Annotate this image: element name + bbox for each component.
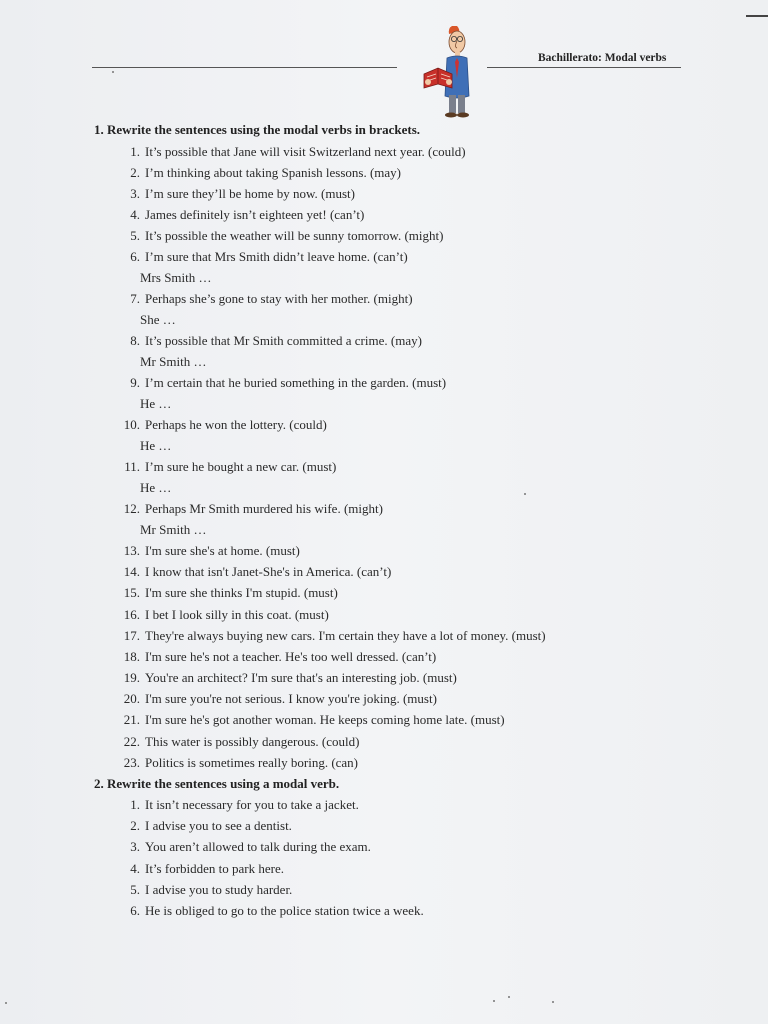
item-number: 8. [130,333,140,348]
item-text: It’s possible that Mr Smith committed a crime. (may) [145,333,422,348]
list-item [112,291,413,307]
item-number: 2. [130,818,140,833]
section-1-heading: 1. Rewrite the sentences using the modal verbs in brackets. [94,122,421,137]
scan-speck [5,1002,7,1004]
item-number: 15. [123,585,140,600]
item-continuation: He … [140,480,172,495]
list-item [112,417,327,433]
item-text: It’s possible the weather will be sunny tomorrow. (might) [145,228,444,243]
item-number: 14. [123,564,140,579]
item-number: 1. [130,144,140,159]
header-line [487,67,681,68]
item-text: This water is possibly dangerous. (could) [145,734,360,749]
item-number: 10. [123,417,140,432]
list-item [112,712,505,728]
item-text: I'm sure she thinks I'm stupid. (must) [145,585,338,600]
item-text: It’s forbidden to park here. [145,861,284,876]
item-number: 13. [123,543,140,558]
item-text: They're always buying new cars. I'm certain they have a lot of money. (must) [145,628,546,643]
item-number: 1. [130,797,140,812]
scan-edge-mark [746,15,768,17]
item-number: 3. [130,186,140,201]
list-item [112,861,284,877]
list-item [112,144,466,160]
item-text: I bet I look silly in this coat. (must) [145,607,329,622]
item-number: 6. [130,249,140,264]
list-item [112,501,383,517]
item-text: You're an architect? I'm sure that's an interesting job. (must) [145,670,457,685]
item-text: I know that isn't Janet-She's in America. (can’t) [145,564,392,579]
teacher-reading-book-icon [416,22,482,122]
item-number: 19. [123,670,140,685]
item-number: 12. [123,501,140,516]
list-item [112,903,424,919]
item-number: 9. [130,375,140,390]
list-item [112,797,359,813]
item-continuation: She … [140,312,176,327]
item-number: 4. [130,861,140,876]
item-number: 5. [130,882,140,897]
list-item [112,249,408,265]
item-text: I’m certain that he buried something in the garden. (must) [145,375,447,390]
list-item [112,228,443,244]
item-text: It isn’t necessary for you to take a jacket. [145,797,359,812]
item-number: 7. [130,291,140,306]
item-number: 23. [123,755,140,770]
list-item [112,165,401,181]
item-number: 4. [130,207,140,222]
item-text: I’m thinking about taking Spanish lessons. (may) [145,165,402,180]
item-number: 18. [123,649,140,664]
list-item [112,333,422,349]
item-number: 16. [123,607,140,622]
list-item [112,818,292,834]
list-item [112,207,364,223]
header-title: Bachillerato: Modal verbs [538,52,667,64]
item-continuation: Mr Smith … [140,354,207,369]
item-continuation: He … [140,396,172,411]
item-text: It’s possible that Jane will visit Switzerland next year. (could) [145,144,466,159]
item-number: 17. [123,628,140,643]
item-text: I advise you to study harder. [145,882,293,897]
list-item [112,607,329,623]
item-continuation: Mr Smith … [140,522,207,537]
item-text: I'm sure she's at home. (must) [145,543,300,558]
item-text: I advise you to see a dentist. [145,818,292,833]
item-number: 2. [130,165,140,180]
scan-speck [493,1000,495,1002]
item-continuation: He … [140,438,172,453]
item-text: I'm sure you're not serious. I know you're joking. (must) [145,691,437,706]
list-item [112,564,391,580]
list-item [112,755,358,771]
item-text: I'm sure he's not a teacher. He's too well dressed. (can’t) [145,649,437,664]
item-text: I’m sure they’ll be home by now. (must) [145,186,355,201]
list-item [112,670,457,686]
item-text: Perhaps Mr Smith murdered his wife. (might) [145,501,383,516]
item-number: 21. [123,712,140,727]
list-item [112,543,300,559]
scan-speck [524,493,526,495]
list-item [112,734,359,750]
item-number: 20. [123,691,140,706]
list-item [112,585,338,601]
item-text: Perhaps he won the lottery. (could) [145,417,327,432]
item-text: I’m sure he bought a new car. (must) [145,459,337,474]
item-number: 6. [130,903,140,918]
item-text: He is obliged to go to the police station twice a week. [145,903,424,918]
scan-speck [112,71,114,73]
item-text: I'm sure he's got another woman. He keeps coming home late. (must) [145,712,505,727]
scan-speck [508,996,510,998]
item-continuation: Mrs Smith … [140,270,212,285]
item-number: 22. [123,734,140,749]
list-item [112,691,437,707]
list-item [112,649,436,665]
item-text: James definitely isn’t eighteen yet! (can’t) [145,207,365,222]
item-number: 3. [130,839,140,854]
list-item [112,375,446,391]
item-text: Perhaps she’s gone to stay with her mother. (might) [145,291,413,306]
list-item [112,186,355,202]
list-item [112,882,292,898]
scan-speck [552,1001,554,1003]
list-item [112,459,336,475]
name-line [92,67,397,68]
item-text: I’m sure that Mrs Smith didn’t leave home. (can’t) [145,249,408,264]
list-item [112,628,546,644]
section-2-heading: 2. Rewrite the sentences using a modal verb. [94,776,340,791]
item-text: You aren’t allowed to talk during the exam. [145,839,371,854]
list-item [112,839,371,855]
item-number: 5. [130,228,140,243]
item-text: Politics is sometimes really boring. (can) [145,755,359,770]
item-number: 11. [124,459,140,474]
